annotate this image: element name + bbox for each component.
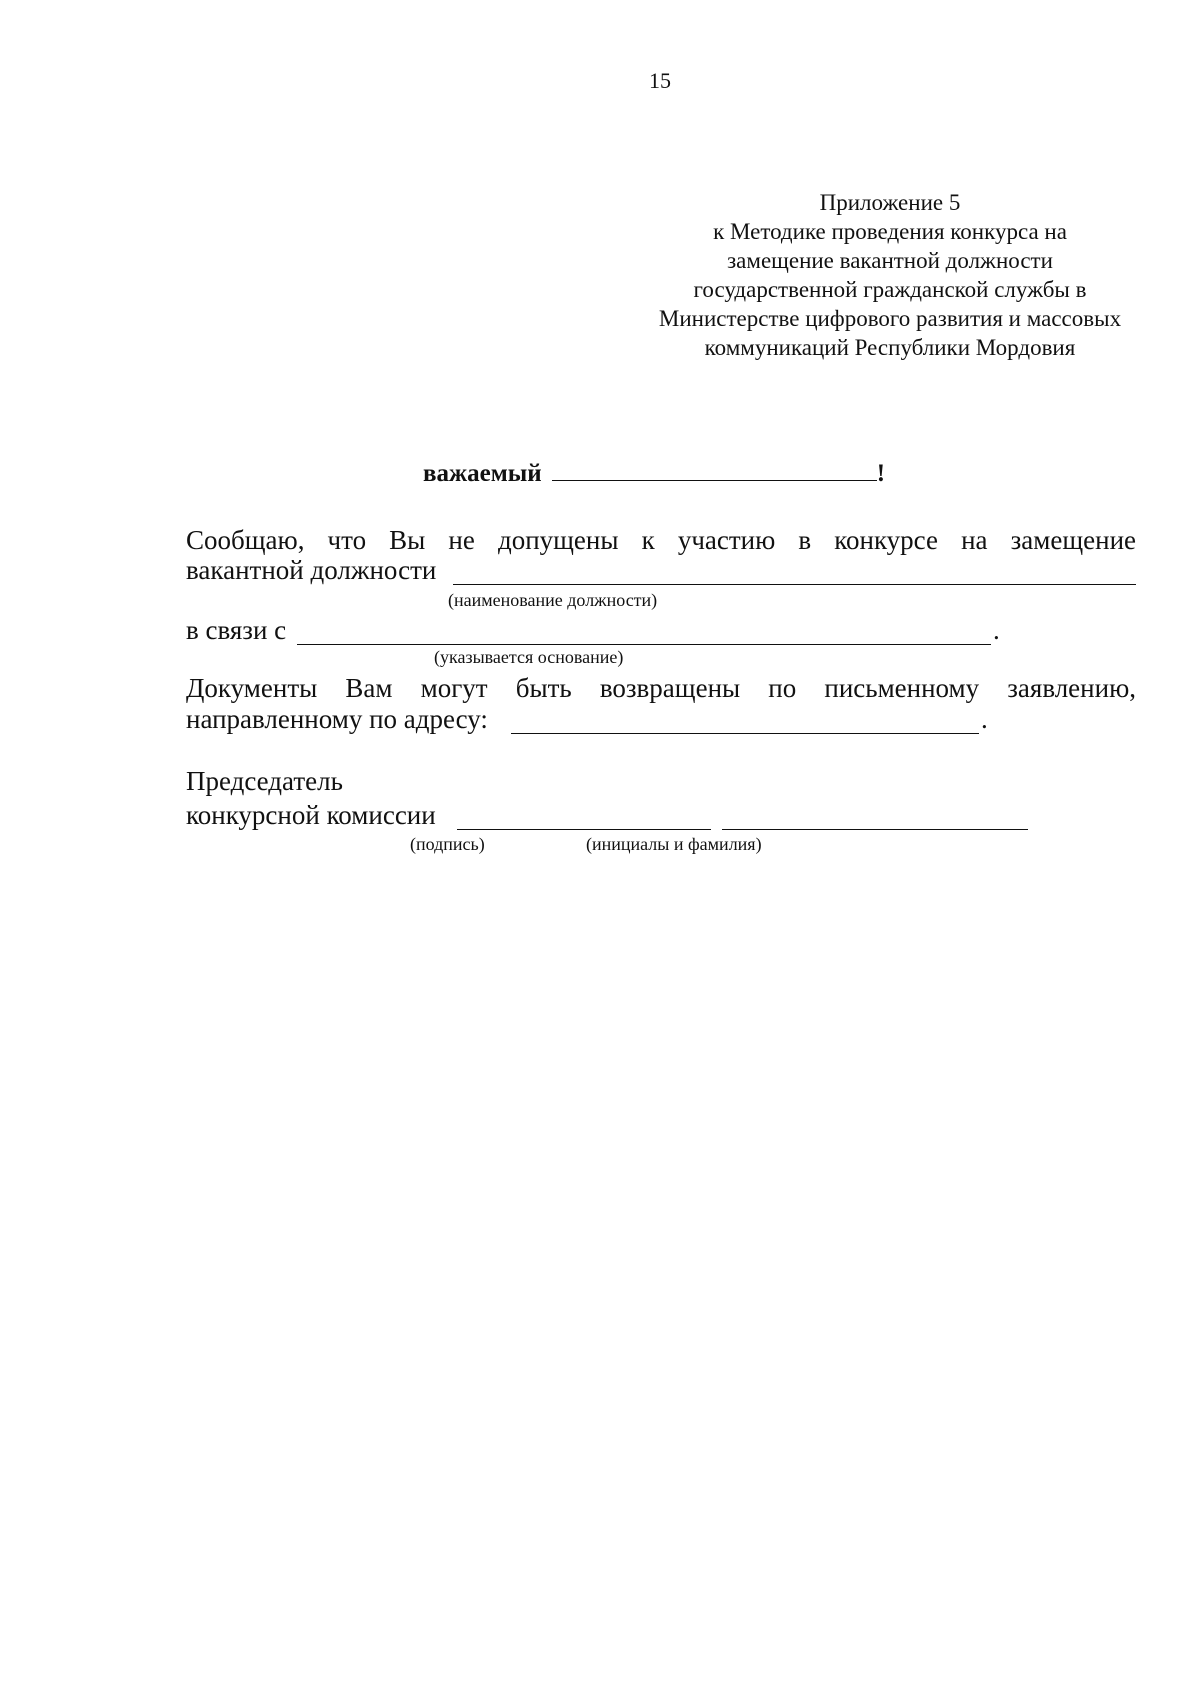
appendix-header	[630, 188, 1150, 362]
page-number: 15	[649, 68, 671, 93]
address-end: .	[981, 704, 988, 734]
appendix-line: Приложение 5	[819, 190, 961, 215]
documents-address-label: направленному по адресу:	[186, 704, 488, 734]
notice-position-label: вакантной должности	[186, 555, 437, 585]
notice-line-1: Сообщаю, что Вы не допущены к участию в конкурсе на замещение	[186, 525, 1136, 555]
name-blank	[722, 829, 1028, 830]
signature-caption: (подпись)	[410, 834, 485, 854]
addressee-blank	[552, 456, 877, 481]
signature-blank	[457, 829, 711, 830]
appendix-line: к Методике проведения конкурса на	[713, 219, 1067, 244]
reason-caption: (указывается основание)	[434, 647, 624, 667]
reason-blank	[297, 644, 991, 645]
documents-line-1: Документы Вам могут быть возвращены по письменному заявлению,	[186, 673, 1136, 703]
appendix-line: замещение вакантной должности	[727, 248, 1053, 273]
commission-title: конкурсной комиссии	[186, 800, 436, 830]
position-blank	[453, 584, 1136, 585]
chairman-title: Председатель	[186, 766, 343, 796]
greeting	[423, 456, 885, 488]
appendix-line: коммуникаций Республики Мордовия	[704, 335, 1076, 360]
reason-label: в связи с	[186, 615, 287, 645]
position-caption: (наименование должности)	[448, 590, 658, 610]
name-caption: (инициалы и фамилия)	[586, 834, 762, 854]
appendix-line: государственной гражданской службы в	[693, 277, 1087, 302]
reason-end: .	[993, 615, 1000, 645]
greeting-exclamation: !	[876, 460, 886, 487]
greeting-word: важаемый	[423, 460, 542, 487]
appendix-line: Министерстве цифрового развития и массовых	[658, 306, 1122, 331]
address-blank	[511, 733, 979, 734]
